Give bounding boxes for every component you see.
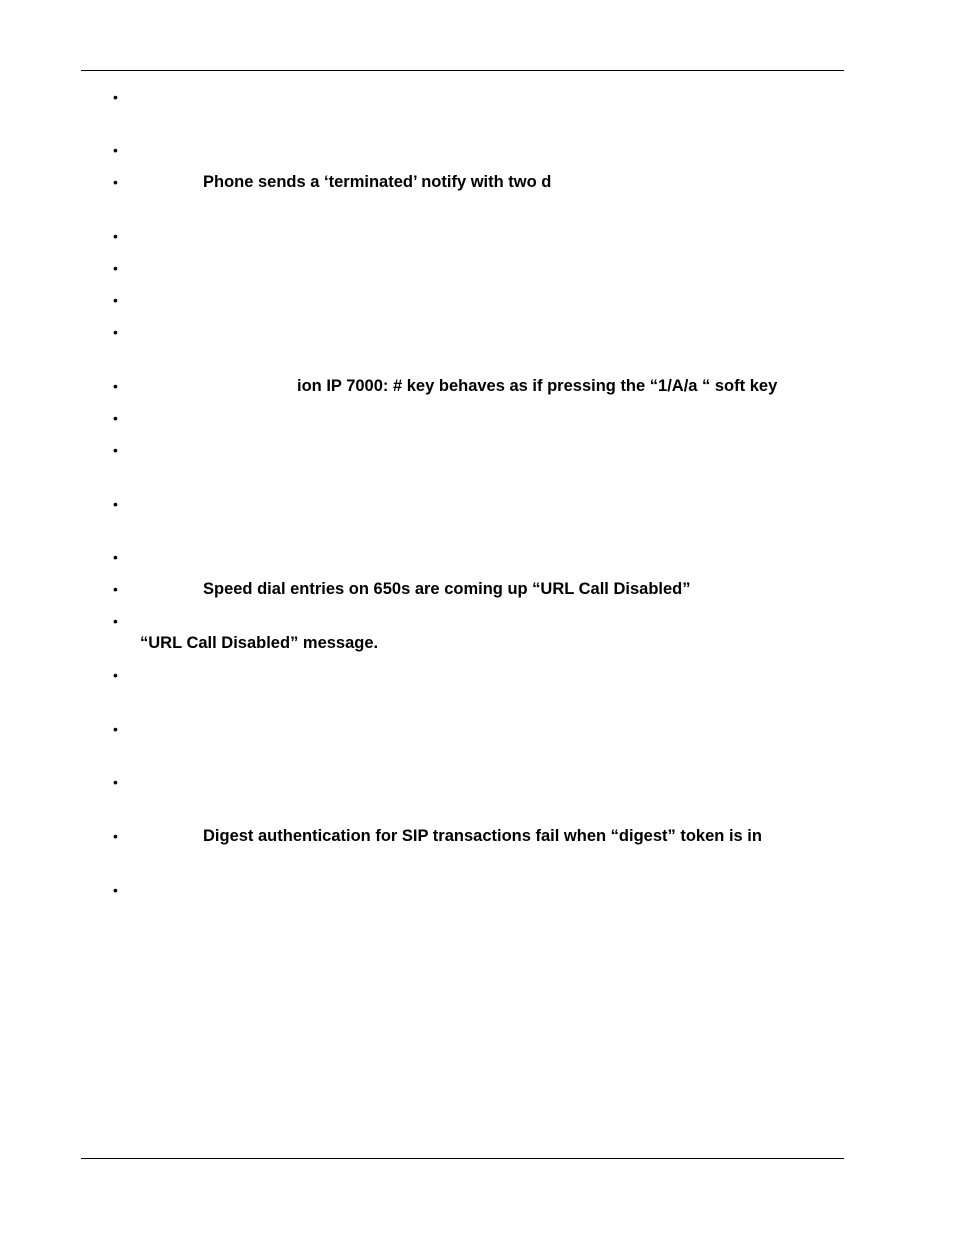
list-bullet: • — [113, 142, 118, 158]
list-bullet: • — [113, 882, 118, 898]
list-item-text: ion IP 7000: # key behaves as if pressing the “1/A/a “ soft key — [297, 377, 778, 395]
footer-rule — [81, 1158, 844, 1159]
list-bullet: • — [113, 721, 118, 737]
header-rule — [81, 70, 844, 71]
list-bullet: • — [113, 410, 118, 426]
list-item-text: Speed dial entries on 650s are coming up “URL Call Disabled” — [203, 580, 691, 598]
list-bullet: • — [113, 828, 118, 844]
list-bullet: • — [113, 613, 118, 629]
list-bullet: • — [113, 174, 118, 190]
list-bullet: • — [113, 324, 118, 340]
list-item-text: “URL Call Disabled” message. — [140, 634, 379, 652]
list-bullet: • — [113, 442, 118, 458]
list-bullet: • — [113, 378, 118, 394]
list-bullet: • — [113, 581, 118, 597]
list-bullet: • — [113, 260, 118, 276]
list-bullet: • — [113, 549, 118, 565]
list-bullet: • — [113, 496, 118, 512]
list-item-text: Digest authentication for SIP transactions fail when “digest” token is in — [203, 827, 762, 845]
list-bullet: • — [113, 228, 118, 244]
list-bullet: • — [113, 667, 118, 683]
list-bullet: • — [113, 292, 118, 308]
list-item-text: Phone sends a ‘terminated’ notify with two d — [203, 173, 552, 191]
list-bullet: • — [113, 774, 118, 790]
list-bullet: • — [113, 89, 118, 105]
